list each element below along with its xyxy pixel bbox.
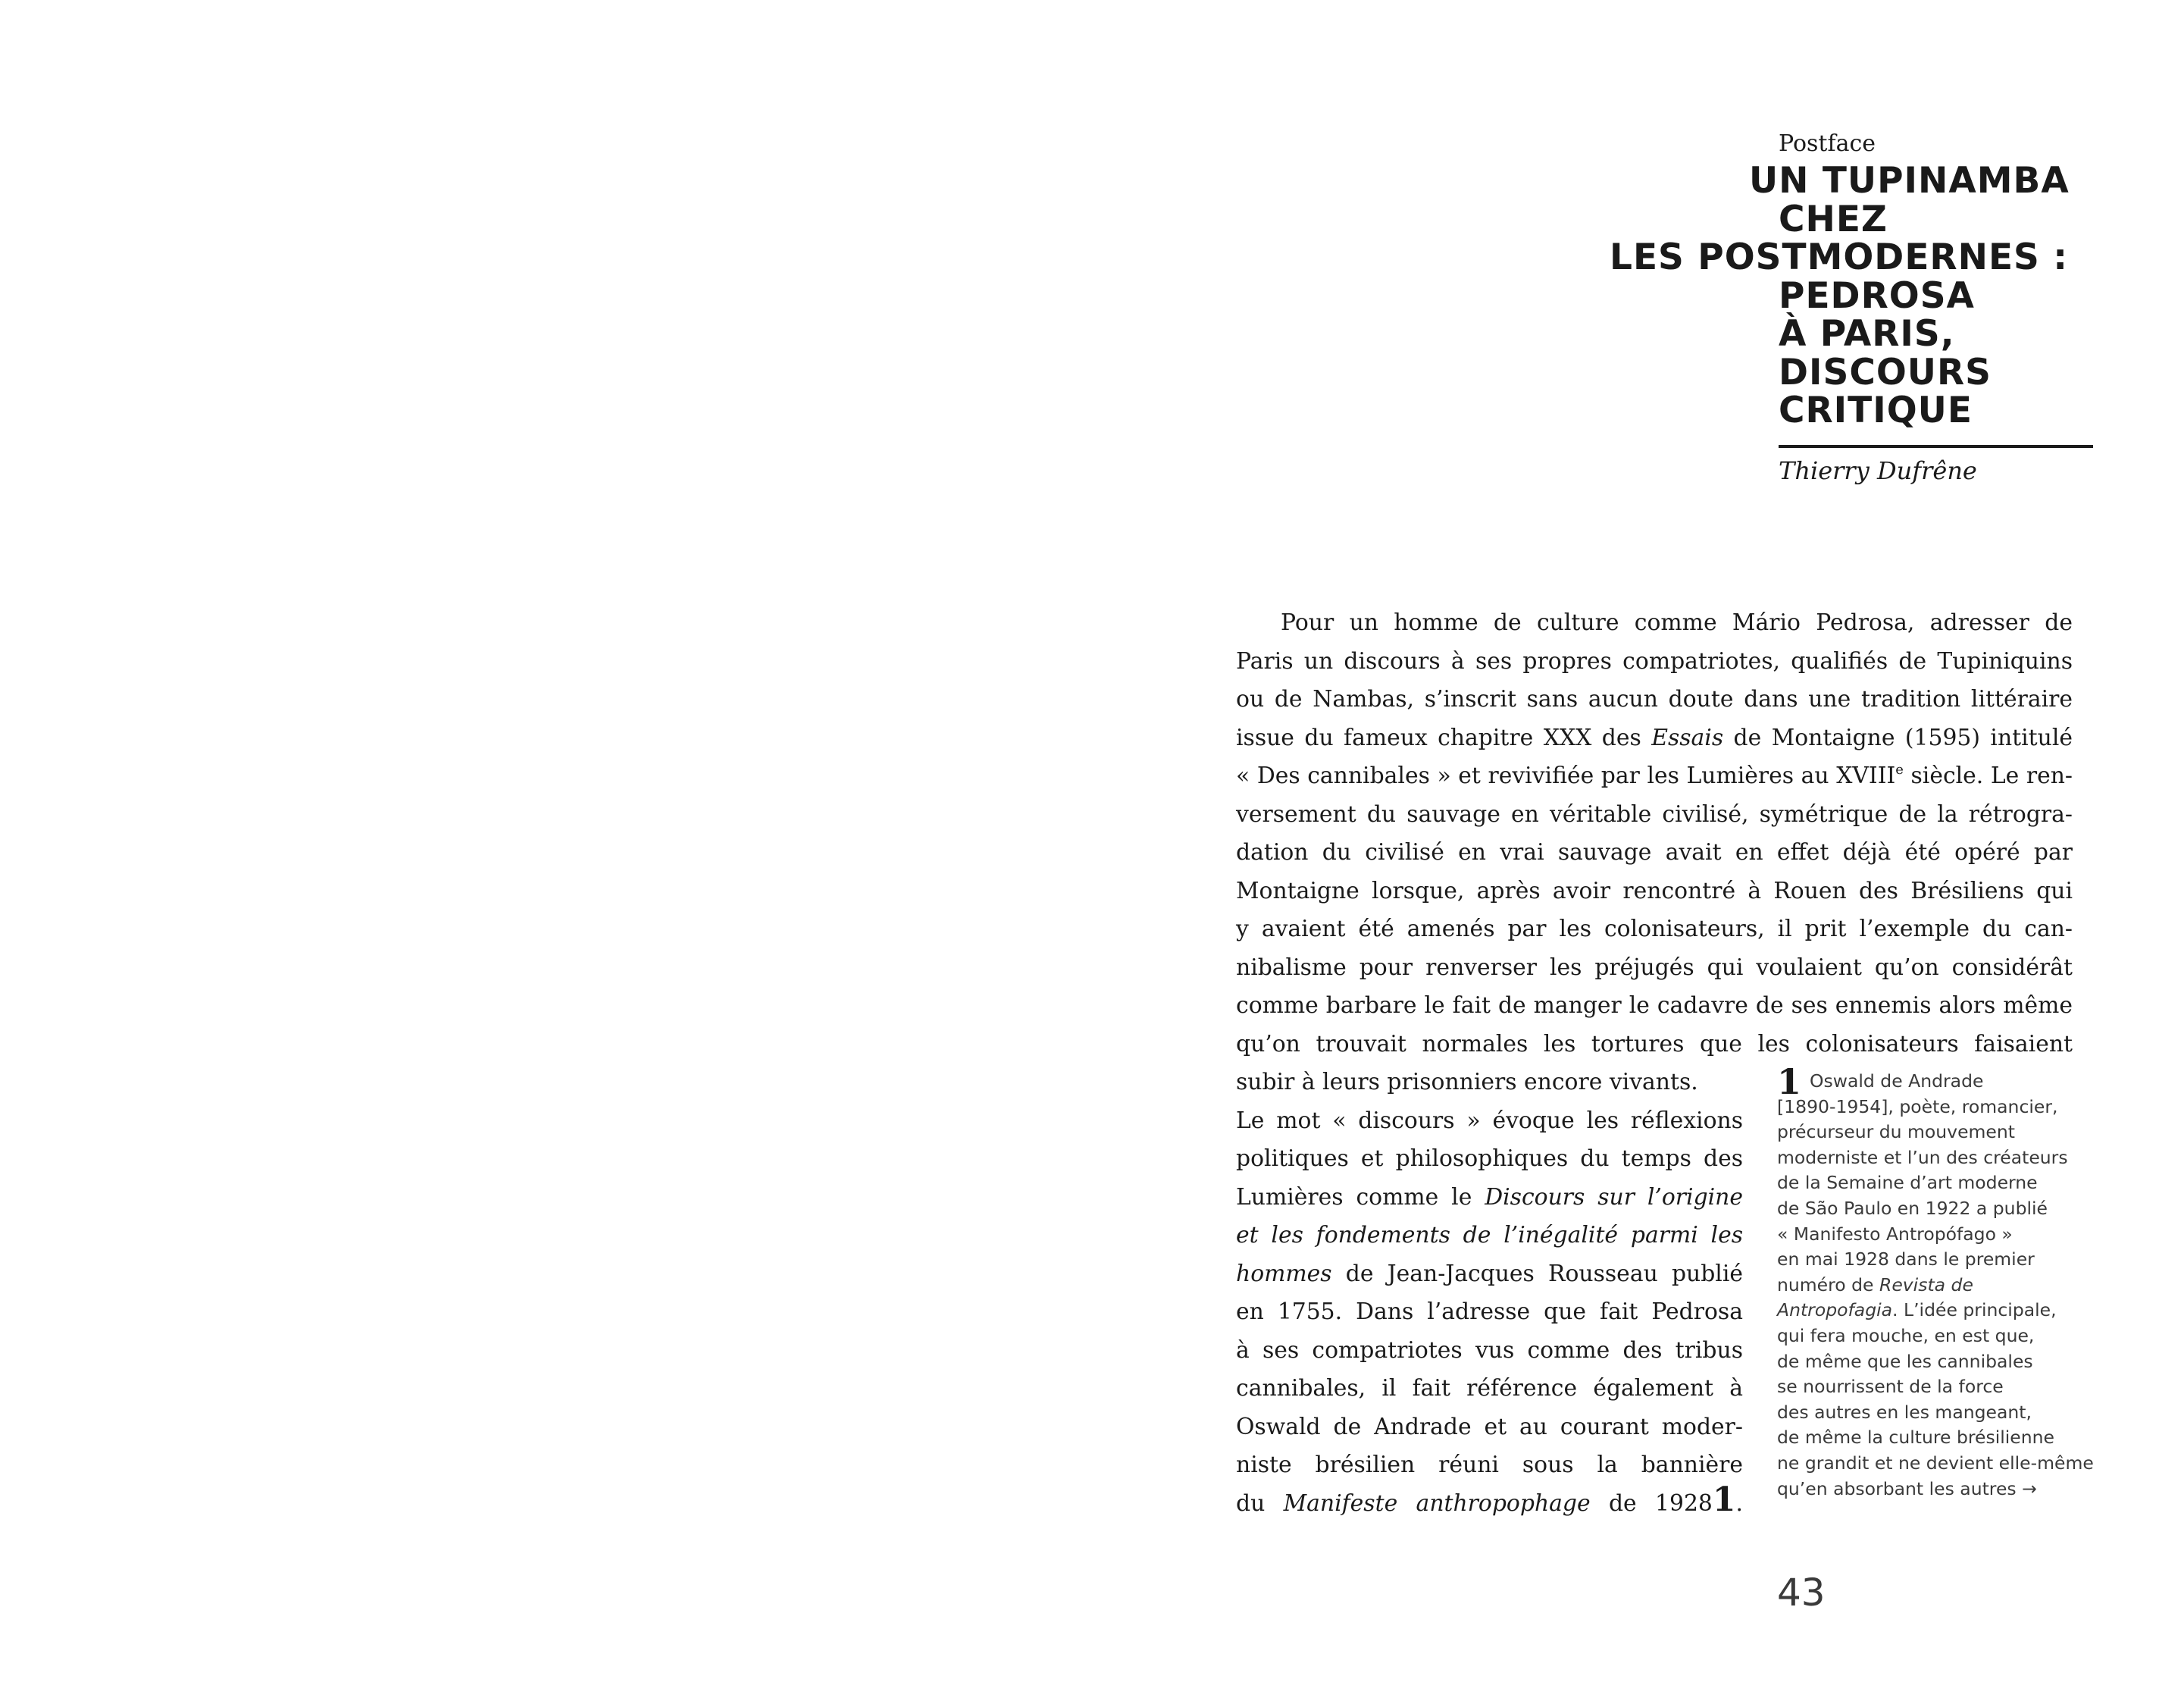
footnote-number: 1	[1777, 1061, 1802, 1102]
footnote-line: moderniste et l’un des créateurs	[1777, 1146, 2068, 1168]
body-line: versement du sauvage en véritable civilisé, symétrique de la rétrogra-	[1236, 800, 2073, 828]
footnote-line: qu’en absorbant les autres →	[1777, 1477, 2037, 1499]
body-line: politiques et philosophiques du temps des	[1236, 1145, 1743, 1172]
title-line: CHEZ	[1779, 198, 1888, 240]
body-line: Lumières comme le Discours sur l’origine	[1236, 1183, 1744, 1211]
body-line: y avaient été amenés par les colonisateurs, il prit l’exemple du can-	[1236, 916, 2073, 942]
work-title-discours: et les fondements de l’inégalité parmi les	[1236, 1222, 1743, 1248]
body-line: subir à leurs prisonniers encore vivants.	[1236, 1069, 1698, 1095]
footnote-line: de même que les cannibales	[1777, 1350, 2033, 1372]
page-number: 43	[1777, 1571, 1826, 1615]
body-line: du Manifeste anthropophage de 19281.	[1236, 1480, 1743, 1519]
body-line: à ses compatriotes vus comme des tribus	[1236, 1336, 1743, 1364]
body-line: Montaigne lorsque, après avoir rencontré à Rouen des Brésiliens qui	[1236, 877, 2073, 904]
chapter-title	[1516, 162, 2093, 431]
title-line: DISCOURS	[1779, 351, 1992, 393]
title-line: À PARIS,	[1779, 313, 1955, 355]
superscript-e: e	[1895, 762, 1904, 778]
body-line	[1236, 1217, 1743, 1255]
body-line: nibalisme pour renverser les préjugés qui voulaient qu’on considérât	[1236, 954, 2073, 981]
title-line: UN TUPINAMBA	[1749, 160, 2070, 202]
footnote-line: se nourrissent de la force	[1777, 1376, 2004, 1398]
title-line: PEDROSA	[1779, 274, 1975, 317]
work-title-discours: hommes	[1236, 1260, 1332, 1287]
footnote-line: Oswald de Andrade	[1810, 1070, 1984, 1092]
sidenote	[1777, 1061, 2094, 1502]
body-line: ou de Nambas, s’inscrit sans aucun doute dans une tradition littéraire	[1236, 686, 2073, 713]
footnote-line: « Manifesto Antropófago »	[1777, 1223, 2013, 1245]
footnote-line: numéro de Revista de	[1777, 1273, 1973, 1295]
body-line: Pour un homme de culture comme Mário Pedrosa, adresser de	[1281, 609, 2073, 636]
footnote-line: de São Paulo en 1922 a publié	[1777, 1197, 2048, 1219]
footnote-reference[interactable]: 1	[1712, 1480, 1736, 1519]
title-line: CRITIQUE	[1779, 390, 1973, 431]
title-rule	[1779, 445, 2093, 448]
work-title-discours: Discours sur l’origine	[1485, 1183, 1744, 1211]
body-line: Paris un discours à ses propres compatriotes, qualifiés de Tupiniquins	[1236, 647, 2073, 675]
body-line: comme barbare le fait de manger le cadavre de ses ennemis alors même	[1236, 992, 2073, 1019]
body-line: Le mot « discours » évoque les réflexions	[1236, 1107, 1743, 1134]
body-line: cannibales, il fait référence également à	[1236, 1375, 1743, 1402]
footnote-line: Antropofagia. L’idée principale,	[1777, 1299, 2057, 1321]
body-paragraph-narrow	[1236, 1064, 1743, 1523]
body-line: niste brésilien réuni sous la bannière	[1236, 1452, 1743, 1478]
work-title-essais: Essais	[1651, 724, 1724, 751]
body-line: en 1755. Dans l’adresse que fait Pedrosa	[1236, 1298, 1743, 1325]
body-paragraph	[1236, 604, 2073, 1064]
body-line: qu’on trouvait normales les tortures que les colonisateurs faisaient	[1236, 1030, 2073, 1057]
footnote-text	[1777, 1069, 2094, 1502]
footnote-line: en mai 1928 dans le premier	[1777, 1248, 2035, 1270]
body-line: Oswald de Andrade et au courant moder-	[1236, 1413, 1743, 1440]
work-title-manifeste: Manifeste anthropophage	[1283, 1490, 1591, 1517]
footnote-line: des autres en les mangeant,	[1777, 1401, 2032, 1423]
footnote-line: de la Semaine d’art moderne	[1777, 1172, 2038, 1194]
footnote-line: de même la culture brésilienne	[1777, 1427, 2054, 1449]
footnote-line: [1890-1954], poète, romancier,	[1777, 1095, 2058, 1117]
footnote-line: ne grandit et ne devient elle-même	[1777, 1452, 2094, 1474]
author-name: Thierry Dufrêne	[1779, 456, 1977, 485]
footnote-line: qui fera mouche, en est que,	[1777, 1324, 2035, 1346]
section-kicker: Postface	[1779, 130, 1876, 157]
body-line: « Des cannibales » et revivifiée par les Lumières au XVIIIe siècle. Le ren-	[1236, 762, 2073, 789]
title-line: LES POSTMODERNES :	[1610, 237, 2069, 278]
footnote-line: précurseur du mouvement	[1777, 1121, 2015, 1143]
journal-title: Antropofagia	[1777, 1299, 1893, 1321]
body-line: hommes de Jean-Jacques Rousseau publié	[1236, 1260, 1743, 1287]
body-line: issue du fameux chapitre XXX des Essais de Montaigne (1595) intitulé	[1236, 724, 2073, 751]
journal-title: Revista de	[1879, 1273, 1973, 1295]
body-line: dation du civilisé en vrai sauvage avait en effet déjà été opéré par	[1236, 839, 2073, 866]
